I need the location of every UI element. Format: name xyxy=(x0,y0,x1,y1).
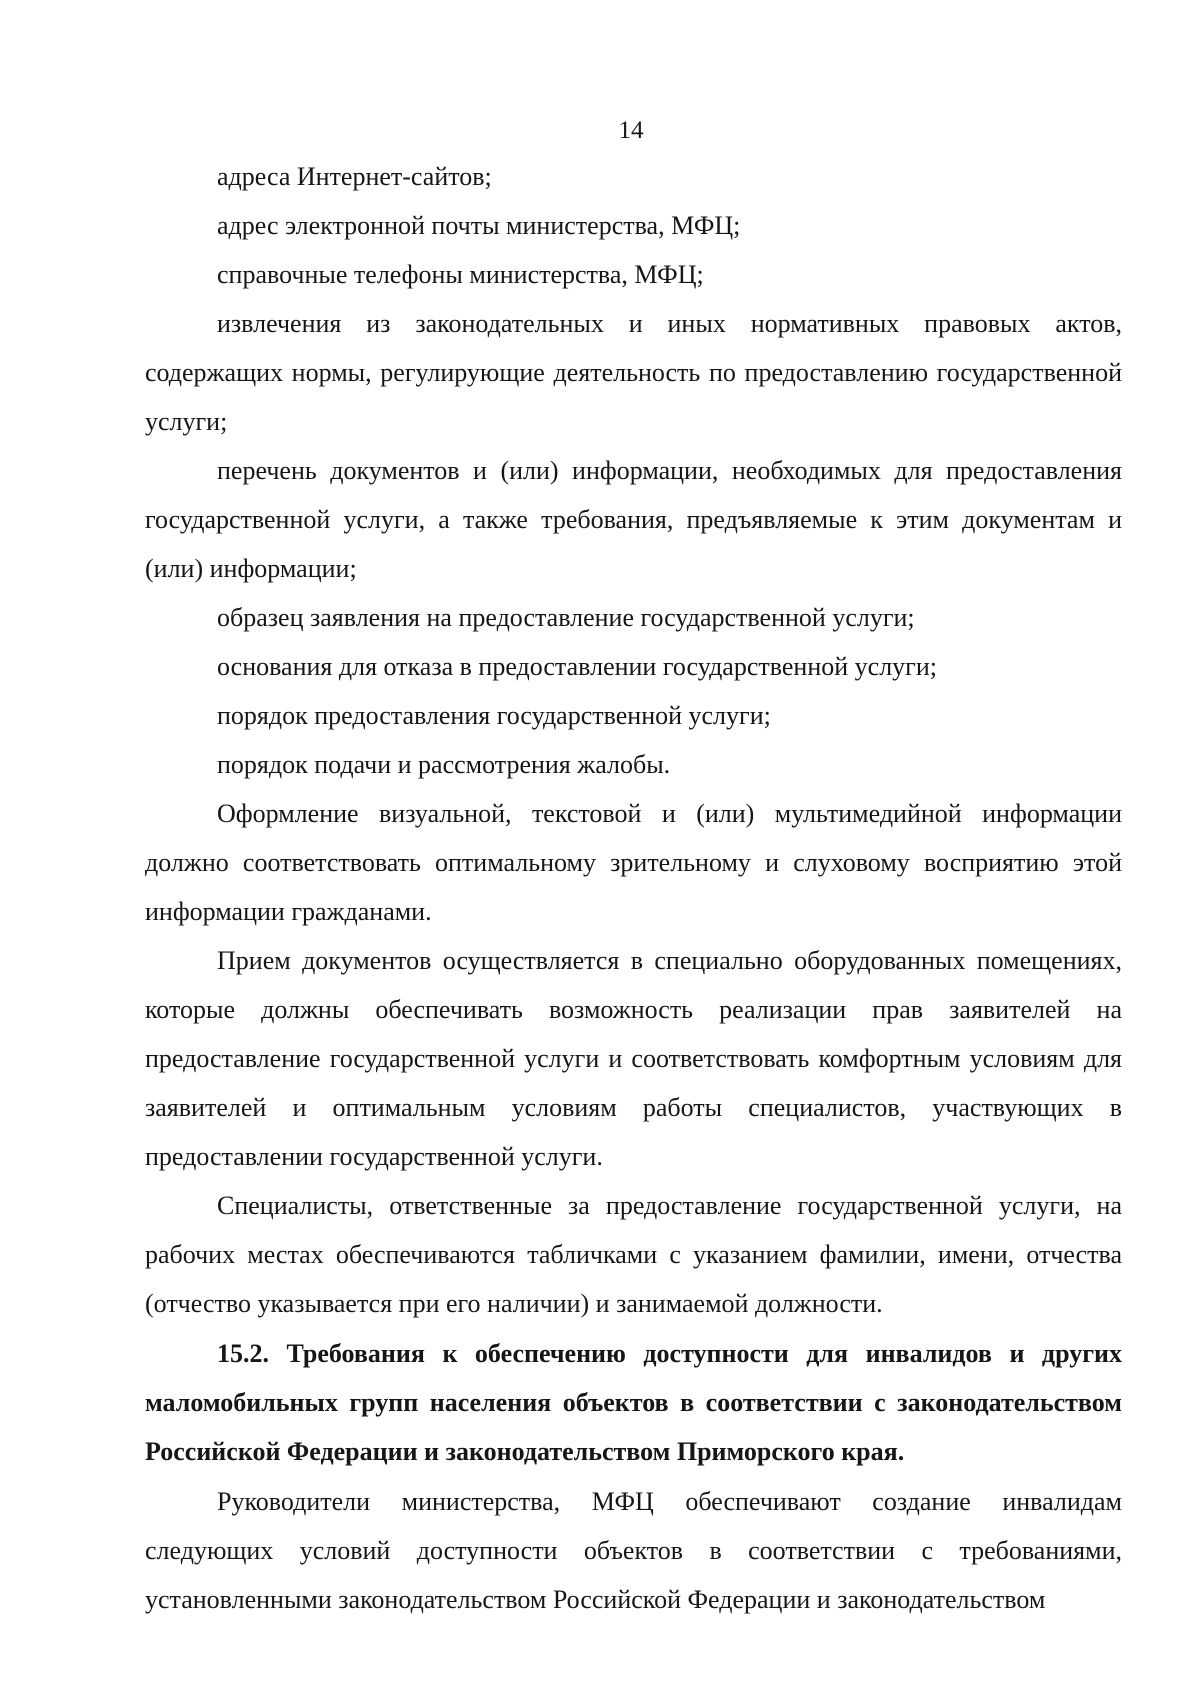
paragraph-document-reception: Прием документов осуществляется в специально оборудованных помещениях, которые должны обеспечивать возможность реализации прав заявителей на предоставление государственной услуги и соответствовать комфортным условиям для заявителей и оптимальным условиям работы специалистов, участвующих в предоставлении государственной услуги. xyxy=(145,946,1122,1171)
page-number: 14 xyxy=(618,117,644,144)
paragraph-information-design: Оформление визуальной, текстовой и (или) мультимедийной информации должно соответствовать оптимальному зрительному и слуховому восприятию этой информации гражданами. xyxy=(145,799,1122,926)
list-item-email: адрес электронной почты министерства, МФЦ; xyxy=(217,211,741,240)
list-item-legal-extracts: извлечения из законодательных и иных нормативных правовых актов, содержащих нормы, регулирующие деятельность по предоставлению государственной услуги; xyxy=(145,309,1122,436)
paragraph-accessibility-conditions: Руководители министерства, МФЦ обеспечивают создание инвалидам следующих условий доступности объектов в соответствии с требованиями, установленными законодательством Российской Федерации и законодательством xyxy=(145,1487,1122,1614)
document-body xyxy=(145,152,1122,1624)
list-item-complaint-procedure: порядок подачи и рассмотрения жалобы. xyxy=(217,750,671,779)
list-item-documents-list: перечень документов и (или) информации, необходимых для предоставления государственной услуги, а также требования, предъявляемые к этим документам и (или) информации; xyxy=(145,456,1122,583)
paragraph-specialists: Специалисты, ответственные за предоставление государственной услуги, на рабочих местах обеспечиваются табличками с указанием фамилии, имени, отчества (отчество указывается при его наличии) и занимаемой должности. xyxy=(145,1191,1122,1318)
list-item-refusal-grounds: основания для отказа в предоставлении государственной услуги; xyxy=(217,652,937,681)
list-item-websites: адреса Интернет-сайтов; xyxy=(217,162,492,191)
list-item-application-sample: образец заявления на предоставление государственной услуги; xyxy=(217,603,915,632)
section-heading-15-2: 15.2. Требования к обеспечению доступности для инвалидов и других маломобильных групп населения объектов в соответствии с законодательством Российской Федерации и законодательством Приморского края. xyxy=(145,1339,1122,1466)
list-item-phones: справочные телефоны министерства, МФЦ; xyxy=(217,260,704,289)
list-item-service-procedure: порядок предоставления государственной услуги; xyxy=(217,701,771,730)
